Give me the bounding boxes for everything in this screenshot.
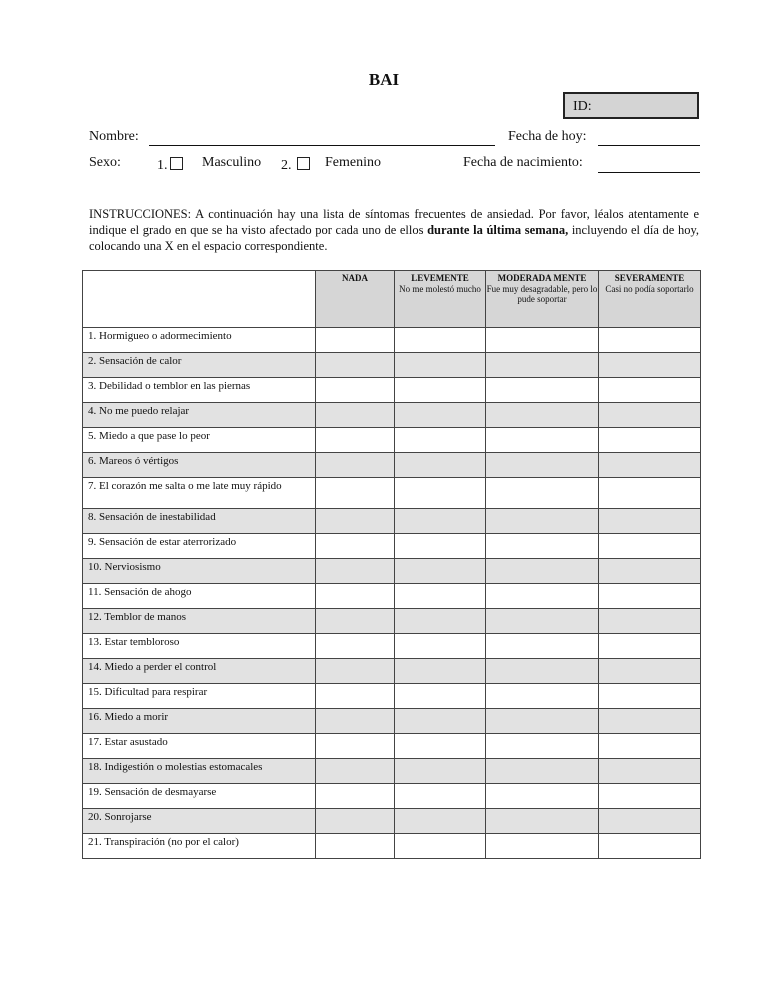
symptom-label: 14. Miedo a perder el control [83,659,316,684]
answer-cell-nada[interactable] [316,834,395,859]
fecha-hoy-label: Fecha de hoy: [508,129,587,144]
answer-cell-severamente[interactable] [599,378,701,403]
table-row [83,609,701,634]
symptom-table [82,270,701,859]
option-femenino[interactable] [281,157,310,174]
symptom-label: 5. Miedo a que pase lo peor [83,428,316,453]
answer-cell-moderadamente[interactable] [486,403,599,428]
answer-cell-levemente[interactable] [395,759,486,784]
answer-cell-moderadamente[interactable] [486,784,599,809]
answer-cell-moderadamente[interactable] [486,809,599,834]
table-row [83,809,701,834]
answer-cell-moderadamente[interactable] [486,478,599,509]
answer-cell-levemente[interactable] [395,328,486,353]
answer-cell-moderadamente[interactable] [486,353,599,378]
answer-cell-severamente[interactable] [599,584,701,609]
symptom-label: 4. No me puedo relajar [83,403,316,428]
answer-cell-levemente[interactable] [395,709,486,734]
answer-cell-levemente[interactable] [395,784,486,809]
femenino-label: Femenino [325,155,381,170]
table-row [83,834,701,859]
answer-cell-severamente[interactable] [599,684,701,709]
answer-cell-nada[interactable] [316,709,395,734]
answer-cell-nada[interactable] [316,659,395,684]
table-row [83,559,701,584]
answer-cell-severamente[interactable] [599,328,701,353]
answer-cell-levemente[interactable] [395,478,486,509]
answer-cell-nada[interactable] [316,353,395,378]
answer-cell-levemente[interactable] [395,684,486,709]
answer-cell-levemente[interactable] [395,609,486,634]
instructions-emphasis: durante la última semana, [427,223,569,237]
answer-cell-severamente[interactable] [599,709,701,734]
table-row [83,709,701,734]
instructions [89,206,699,254]
nombre-field[interactable] [149,145,495,146]
instructions-text-end: incluyendo el día de hoy, colocando una X en el espacio correspondiente. [89,223,700,253]
answer-cell-severamente[interactable] [599,659,701,684]
header-blank-cell [83,271,316,328]
header-severamente: SEVERAMENTE Casi no podía soportarlo [599,271,701,328]
masculino-label: Masculino [202,155,262,170]
answer-cell-moderadamente[interactable] [486,634,599,659]
answer-cell-moderadamente[interactable] [486,759,599,784]
symptom-label: 2. Sensación de calor [83,353,316,378]
answer-cell-severamente[interactable] [599,634,701,659]
symptom-label: 20. Sonrojarse [83,809,316,834]
symptom-label: 17. Estar asustado [83,734,316,759]
sexo-label: Sexo: [89,155,121,170]
answer-cell-severamente[interactable] [599,509,701,534]
answer-cell-moderadamente[interactable] [486,534,599,559]
answer-cell-moderadamente[interactable] [486,328,599,353]
answer-cell-levemente[interactable] [395,734,486,759]
symptom-label: 11. Sensación de ahogo [83,584,316,609]
symptom-label: 13. Estar tembloroso [83,634,316,659]
femenino-checkbox[interactable] [297,157,310,170]
symptom-label: 6. Mareos ó vértigos [83,453,316,478]
answer-cell-moderadamente[interactable] [486,659,599,684]
answer-cell-nada[interactable] [316,584,395,609]
id-field[interactable] [563,92,699,119]
instructions-text: INSTRUCCIONES: A continuación hay una lista de síntomas frecuentes de ansiedad. Por favor, léalos atentamente e indique el grado en que se ha visto afectado por cada uno de ellos [89,207,699,237]
answer-cell-severamente[interactable] [599,534,701,559]
option1-number: 1. [157,158,168,173]
table-row [83,353,701,378]
answer-cell-severamente[interactable] [599,478,701,509]
table-row [83,659,701,684]
answer-cell-nada[interactable] [316,509,395,534]
symptom-label: 21. Transpiración (no por el calor) [83,834,316,859]
answer-cell-levemente[interactable] [395,378,486,403]
answer-cell-severamente[interactable] [599,759,701,784]
symptom-label: 18. Indigestión o molestias estomacales [83,759,316,784]
answer-cell-nada[interactable] [316,534,395,559]
table-row [83,403,701,428]
table-row [83,584,701,609]
answer-cell-severamente[interactable] [599,403,701,428]
header-moderadamente: MODERADA MENTE Fue muy desagradable, pero lo pude soportar [486,271,599,328]
table-header-row [83,271,701,328]
table-row [83,328,701,353]
symptom-label: 7. El corazón me salta o me late muy rápido [83,478,316,509]
answer-cell-levemente[interactable] [395,534,486,559]
table-row [83,759,701,784]
answer-cell-severamente[interactable] [599,559,701,584]
answer-cell-levemente[interactable] [395,809,486,834]
table-row [83,509,701,534]
answer-cell-nada[interactable] [316,428,395,453]
answer-cell-nada[interactable] [316,478,395,509]
answer-cell-nada[interactable] [316,609,395,634]
table-row [83,478,701,509]
symptom-label: 8. Sensación de inestabilidad [83,509,316,534]
answer-cell-levemente[interactable] [395,834,486,859]
answer-cell-severamente[interactable] [599,353,701,378]
answer-cell-nada[interactable] [316,453,395,478]
answer-cell-moderadamente[interactable] [486,509,599,534]
symptom-label: 16. Miedo a morir [83,709,316,734]
answer-cell-levemente[interactable] [395,584,486,609]
answer-cell-levemente[interactable] [395,659,486,684]
symptom-label: 12. Temblor de manos [83,609,316,634]
answer-cell-nada[interactable] [316,403,395,428]
table-row [83,784,701,809]
table-row [83,453,701,478]
table-row [83,534,701,559]
answer-cell-nada[interactable] [316,784,395,809]
option-masculino[interactable] [157,157,183,174]
fecha-nacimiento-label: Fecha de nacimiento: [463,155,583,170]
table-row [83,428,701,453]
answer-cell-nada[interactable] [316,759,395,784]
answer-cell-levemente[interactable] [395,353,486,378]
symptom-label: 15. Dificultad para respirar [83,684,316,709]
answer-cell-nada[interactable] [316,378,395,403]
page-title: BAI [368,70,400,89]
answer-cell-moderadamente[interactable] [486,453,599,478]
answer-cell-moderadamente[interactable] [486,378,599,403]
fecha-nacimiento-field[interactable] [598,172,700,173]
answer-cell-moderadamente[interactable] [486,584,599,609]
answer-cell-severamente[interactable] [599,809,701,834]
nombre-label: Nombre: [89,129,139,144]
table-row [83,734,701,759]
answer-cell-severamente[interactable] [599,784,701,809]
symptom-label: 10. Nerviosismo [83,559,316,584]
answer-cell-nada[interactable] [316,734,395,759]
answer-cell-nada[interactable] [316,809,395,834]
answer-cell-moderadamente[interactable] [486,609,599,634]
fecha-hoy-field[interactable] [598,145,700,146]
symptom-label: 1. Hormigueo o adormecimiento [83,328,316,353]
masculino-checkbox[interactable] [170,157,183,170]
answer-cell-severamente[interactable] [599,734,701,759]
answer-cell-moderadamente[interactable] [486,684,599,709]
symptom-label: 9. Sensación de estar aterrorizado [83,534,316,559]
answer-cell-levemente[interactable] [395,509,486,534]
table-row [83,684,701,709]
answer-cell-moderadamente[interactable] [486,709,599,734]
answer-cell-nada[interactable] [316,559,395,584]
answer-cell-severamente[interactable] [599,834,701,859]
header-nada: NADA [316,271,395,328]
table-row [83,634,701,659]
answer-cell-nada[interactable] [316,634,395,659]
answer-cell-levemente[interactable] [395,428,486,453]
symptom-label: 3. Debilidad o temblor en las piernas [83,378,316,403]
answer-cell-levemente[interactable] [395,634,486,659]
answer-cell-nada[interactable] [316,328,395,353]
answer-cell-severamente[interactable] [599,428,701,453]
answer-cell-moderadamente[interactable] [486,428,599,453]
answer-cell-levemente[interactable] [395,453,486,478]
symptom-label: 19. Sensación de desmayarse [83,784,316,809]
answer-cell-levemente[interactable] [395,403,486,428]
table-row [83,378,701,403]
id-label: ID: [573,99,592,114]
answer-cell-severamente[interactable] [599,453,701,478]
answer-cell-severamente[interactable] [599,609,701,634]
answer-cell-moderadamente[interactable] [486,834,599,859]
answer-cell-levemente[interactable] [395,559,486,584]
header-levemente: LEVEMENTE No me molestó mucho [395,271,486,328]
option2-number: 2. [281,158,292,173]
answer-cell-moderadamente[interactable] [486,734,599,759]
answer-cell-nada[interactable] [316,684,395,709]
answer-cell-moderadamente[interactable] [486,559,599,584]
